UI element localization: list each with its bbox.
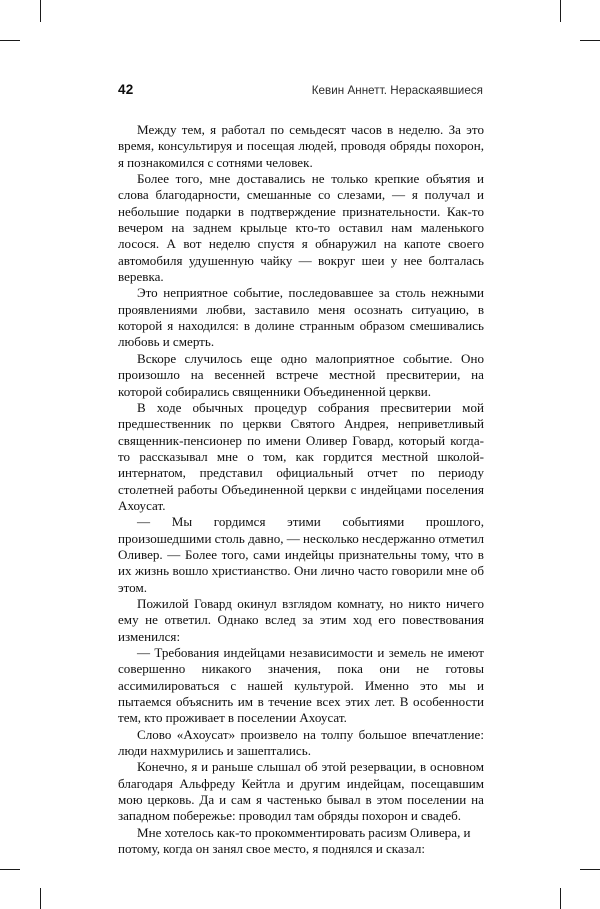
crop-mark-bottom-left-horizontal	[0, 869, 20, 870]
paragraph: Слово «Ахоусат» произвело на толпу большое впечатление: люди нахмурились и зашептались.	[118, 726, 484, 759]
page-number: 42	[118, 82, 134, 97]
crop-mark-bottom-right-horizontal	[580, 869, 600, 870]
paragraph: — Требования индейцами независимости и земель не имеют совершенно никакого значения, пока они не готовы ассимилироваться с нашей культурой. Именно это мы и пытаемся объяснить им в течение всех этих лет. В особенности тем, кто проживает в поселении Ахоусат.	[118, 645, 484, 726]
running-head	[118, 82, 483, 97]
crop-mark-bottom-right-vertical	[560, 888, 561, 909]
crop-mark-top-left-vertical	[40, 0, 41, 22]
paragraph: Конечно, я и раньше слышал об этой резервации, в основном благодаря Альфреду Кейтла и другим индейцам, посещавшим мою церковь. Да и сам я частенько бывал в этом поселении на западном побережье: проводил там обряды похорон и свадеб.	[118, 759, 484, 824]
crop-mark-top-right-horizontal	[580, 40, 600, 41]
paragraph: Мне хотелось как-то прокомментировать расизм Оливера, и потому, когда он занял свое место, я поднялся и сказал:	[118, 824, 471, 857]
crop-mark-top-left-horizontal	[0, 40, 20, 41]
paragraph: Пожилой Говард окинул взглядом комнату, но никто ничего ему не ответил. Однако вслед за этим ход его повествования изменился:	[118, 595, 484, 644]
paragraph: Между тем, я работал по семьдесят часов в неделю. За это время, консультируя и посещая людей, проводя обряды похорон, я познакомился с сотнями человек.	[118, 122, 484, 170]
crop-mark-top-right-vertical	[560, 0, 561, 22]
paragraph: Более того, мне доставались не только крепкие объятия и слова благодарности, смешанные со слезами, — я получал и небольшие подарки в подтверждение признательности. Как-то вечером на заднем крыльце кто-то оставил нам маленького лосося. А вот неделю спустя я обнаружил на капоте своего автомобиля удушенную чайку — вокруг шеи у нее болталась веревка.	[118, 171, 484, 285]
body-text-block	[118, 122, 484, 857]
paragraph: В ходе обычных процедур собрания пресвитерии мой предшественник по церкви Святого Андрея, неприветливый священник-пенсионер по имени Оливер Говард, который когда-то рассказывал мне о том, как гордится местной школой-интернатом, представил официальный отчет по периоду столетней работы Объединенной церкви с индейцами поселения Ахоусат.	[118, 399, 484, 513]
book-title: Кевин Аннетт. Нераскаявшиеся	[311, 84, 483, 97]
paragraph: — Мы гордимся этими событиями прошлого, произошедшими столь давно, — несколько несдержанно отметил Оливер. — Более того, сами индейцы признательны тому, что в их жизнь вошло христианство. Они лично часто говорили мне об этом.	[118, 514, 484, 595]
crop-mark-bottom-left-vertical	[40, 888, 41, 909]
paragraph: Это неприятное событие, последовавшее за столь нежными проявлениями любви, заставило меня осознать ситуацию, в которой я находился: в долине странным образом смешивались любовь и смерть.	[118, 285, 484, 350]
paragraph: Вскоре случилось еще одно малоприятное событие. Оно произошло на весенней встрече местной пресвитерии, на которой собирались священники Объединенной церкви.	[118, 350, 484, 399]
